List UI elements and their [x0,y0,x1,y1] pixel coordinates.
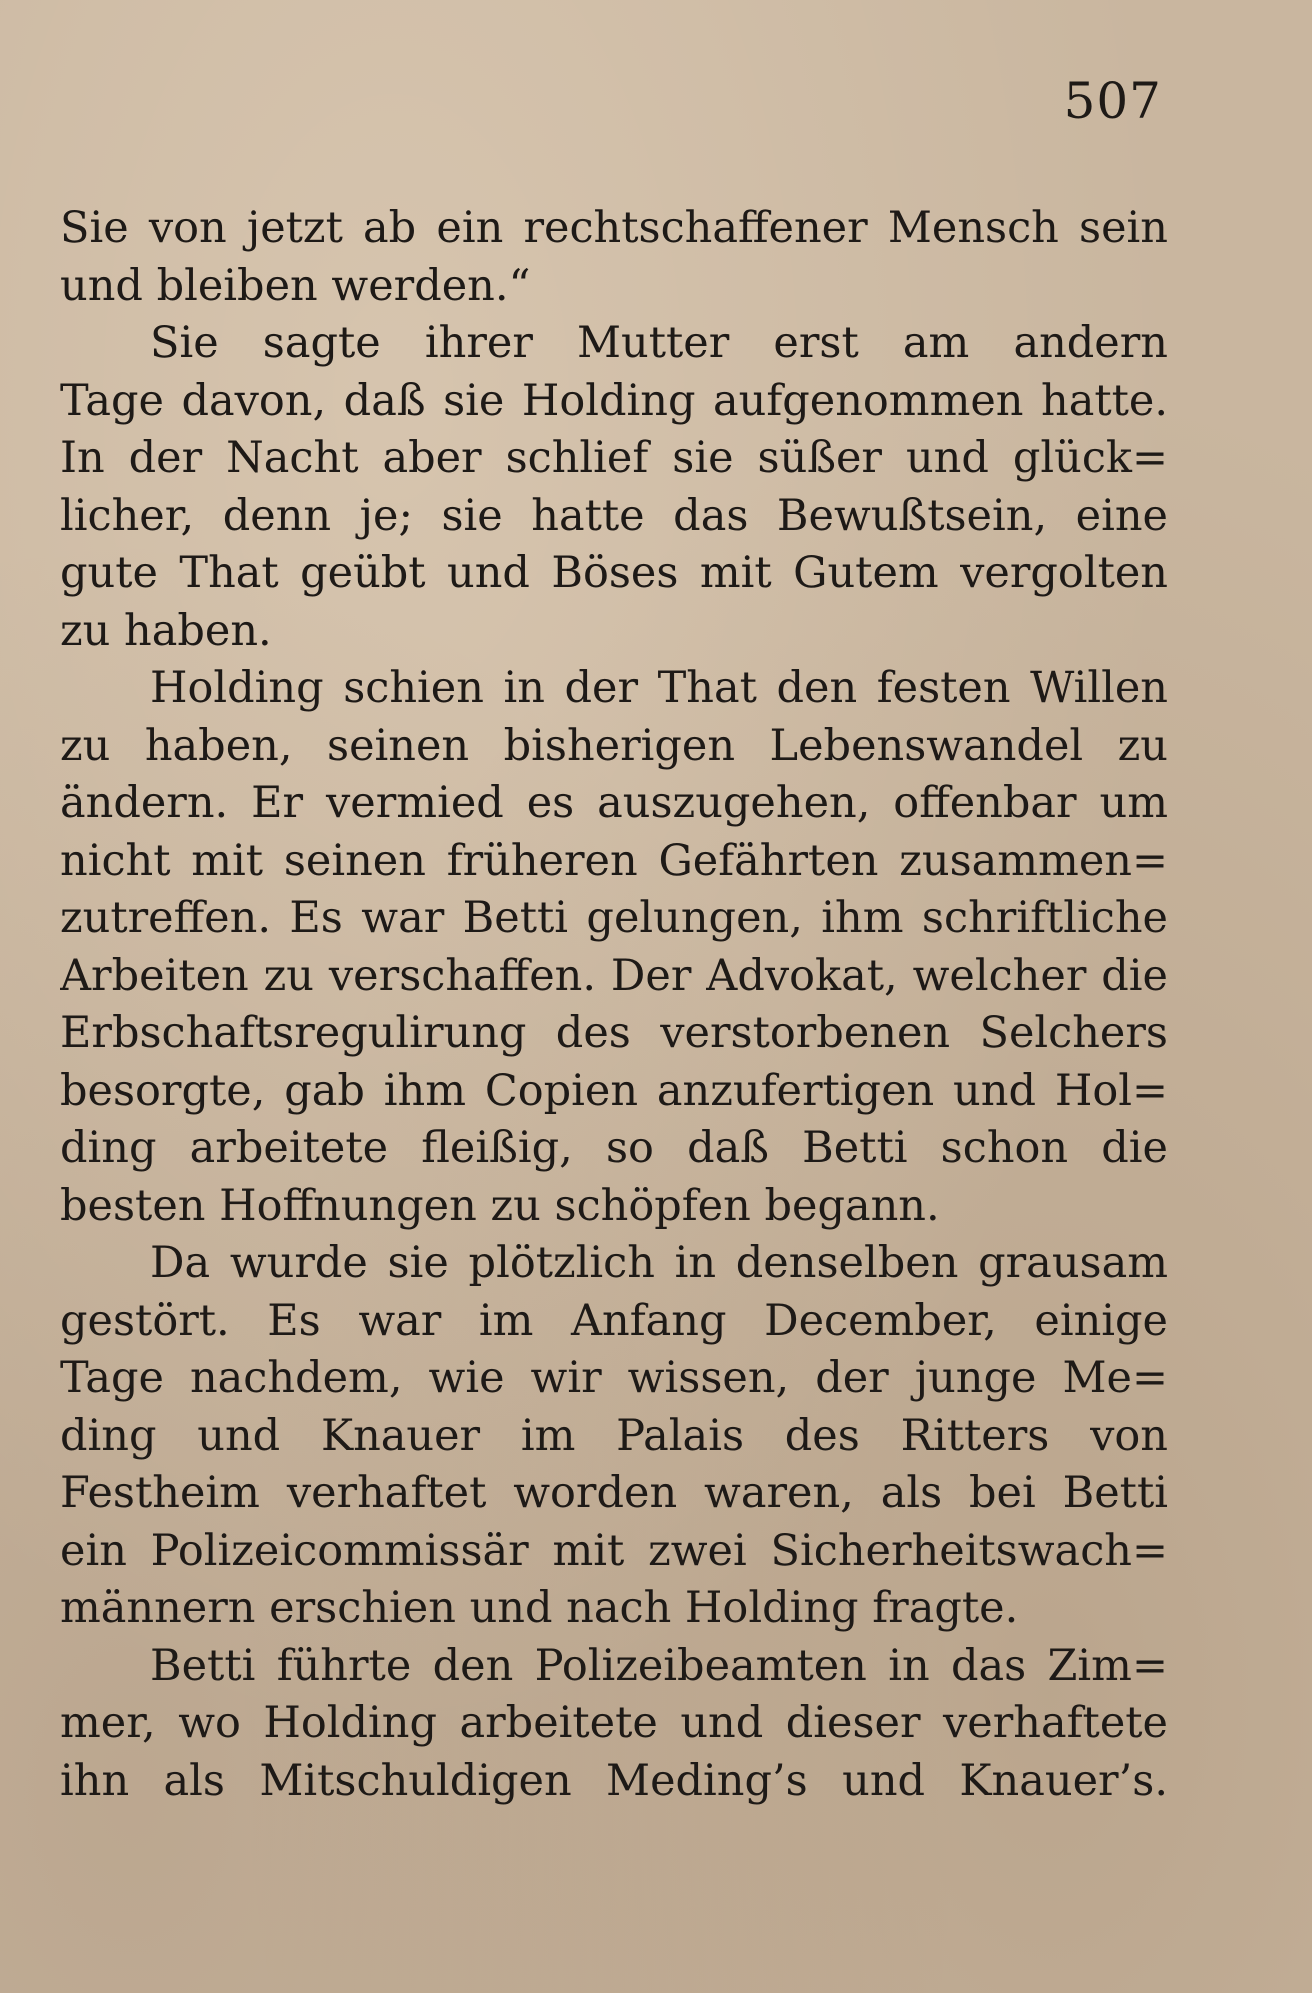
text-line: nicht mit seinen früheren Gefährten zusammen= [60,835,1168,886]
text-line: zutreffen. Es war Betti gelungen, ihm schriftliche [60,893,1168,943]
text-line: gute That geübt und Böses mit Gutem vergolten [60,548,1168,598]
text-line: Holding schien in der That den festen Willen [150,663,1168,713]
text-line: In der Nacht aber schlief sie süßer und glück= [60,433,1168,483]
text-line: Arbeiten zu verschaffen. Der Advokat, welcher die [60,950,1168,1001]
text-line: besorgte, gab ihm Copien anzufertigen und Hol= [60,1065,1168,1116]
text-line: Festheim verhaftet worden waren, als bei Betti [60,1468,1168,1518]
text-line: zu haben. [60,605,272,656]
text-line: und bleiben werden.“ [60,260,531,311]
text-line: Tage nachdem, wie wir wissen, der junge Me= [60,1353,1168,1403]
text-line: Sie von jetzt ab ein rechtschaffener Mensch sein [60,203,1168,253]
text-line: Sie sagte ihrer Mutter erst am andern [150,318,1168,368]
body-text [60,200,1168,1810]
text-line: Da wurde sie plötzlich in denselben grausam [150,1238,1168,1288]
text-line: licher, denn je; sie hatte das Bewußtsein, eine [60,490,1168,541]
text-line: Erbschaftsregulirung des verstorbenen Selchers [60,1008,1168,1058]
text-line: zu haben, seinen bisherigen Lebenswandel zu [60,720,1168,771]
text-line: ihn als Mitschuldigen Meding’s und Knauer’s. [60,1755,1168,1806]
text-line: Tage davon, daß sie Holding aufgenommen hatte. [60,375,1168,426]
text-line: gestört. Es war im Anfang December, einige [60,1295,1168,1346]
text-line: ändern. Er vermied es auszugehen, offenbar um [60,778,1168,828]
text-line: besten Hoffnungen zu schöpfen begann. [60,1180,940,1231]
text-line: männern erschien und nach Holding fragte. [60,1583,1019,1633]
text-line: ding und Knauer im Palais des Ritters von [60,1410,1168,1461]
text-line: ding arbeitete fleißig, so daß Betti schon die [60,1123,1168,1173]
page-number: 507 [1063,72,1162,130]
text-line: mer, wo Holding arbeitete und dieser verhaftete [60,1698,1168,1748]
text-line: Betti führte den Polizeibeamten in das Zim= [150,1640,1168,1691]
text-line: ein Polizeicommissär mit zwei Sicherheitswach= [60,1525,1168,1576]
